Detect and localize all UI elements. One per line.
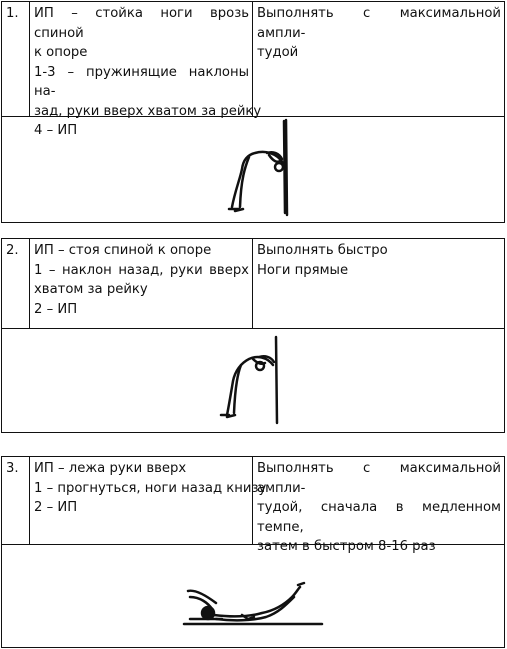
note-line: тудой	[257, 45, 299, 60]
exercise-description	[30, 2, 262, 138]
exercise-figure	[2, 545, 504, 646]
description-line: 2 – ИП	[34, 500, 78, 515]
exercise-text-row	[2, 2, 504, 138]
note-line: тудой, сначала в медленном темпе,	[257, 500, 501, 535]
exercise-note	[253, 239, 504, 328]
exercise-block-3	[1, 456, 505, 648]
description-line: ИП – лежа руки вверх	[34, 461, 187, 476]
description-line: 2 – ИП	[34, 301, 78, 317]
backbend-with-bar-grip-icon	[207, 329, 297, 429]
description-line: хватом за рейку	[34, 282, 148, 297]
description-line: 1-3 – пружинящие наклоны на-	[34, 64, 249, 99]
exercise-note	[253, 457, 504, 554]
exercise-figure	[2, 117, 504, 221]
exercise-block-2	[1, 238, 505, 433]
note-line: Выполнять с максимальной ампли-	[257, 6, 501, 41]
description-line: ИП – стоя спиной к опоре	[34, 243, 212, 258]
exercise-block-1	[1, 1, 505, 223]
exercise-description	[30, 239, 253, 328]
description-line: 4 – ИП	[34, 123, 78, 138]
exercise-text-row	[2, 239, 504, 329]
note-line: Ноги прямые	[257, 262, 349, 278]
backbend-at-wall-bar-icon	[207, 117, 327, 221]
description-line: ИП – стойка ноги врозь спиной	[34, 6, 249, 41]
note-line: Выполнять с максимальной ампли-	[257, 461, 501, 496]
exercise-figure	[2, 329, 504, 431]
description-line: зад, руки вверх хватом за рейку	[34, 103, 262, 119]
exercise-text-row	[2, 457, 504, 554]
exercise-number: 2.	[2, 239, 30, 328]
exercise-number: 1.	[2, 2, 30, 116]
exercise-description	[30, 457, 267, 544]
note-line: Выполнять быстро	[257, 243, 388, 258]
description-line: к опоре	[34, 45, 88, 60]
exercise-note	[253, 2, 504, 116]
description-line: 1 – наклон назад, руки вверх	[34, 262, 249, 278]
exercise-number: 3.	[2, 457, 30, 544]
lying-arch-on-floor-icon	[182, 571, 332, 631]
note-line: затем в быстром 8-16 раз	[257, 539, 436, 554]
description-line: 1 – прогнуться, ноги назад книзу	[34, 480, 267, 496]
